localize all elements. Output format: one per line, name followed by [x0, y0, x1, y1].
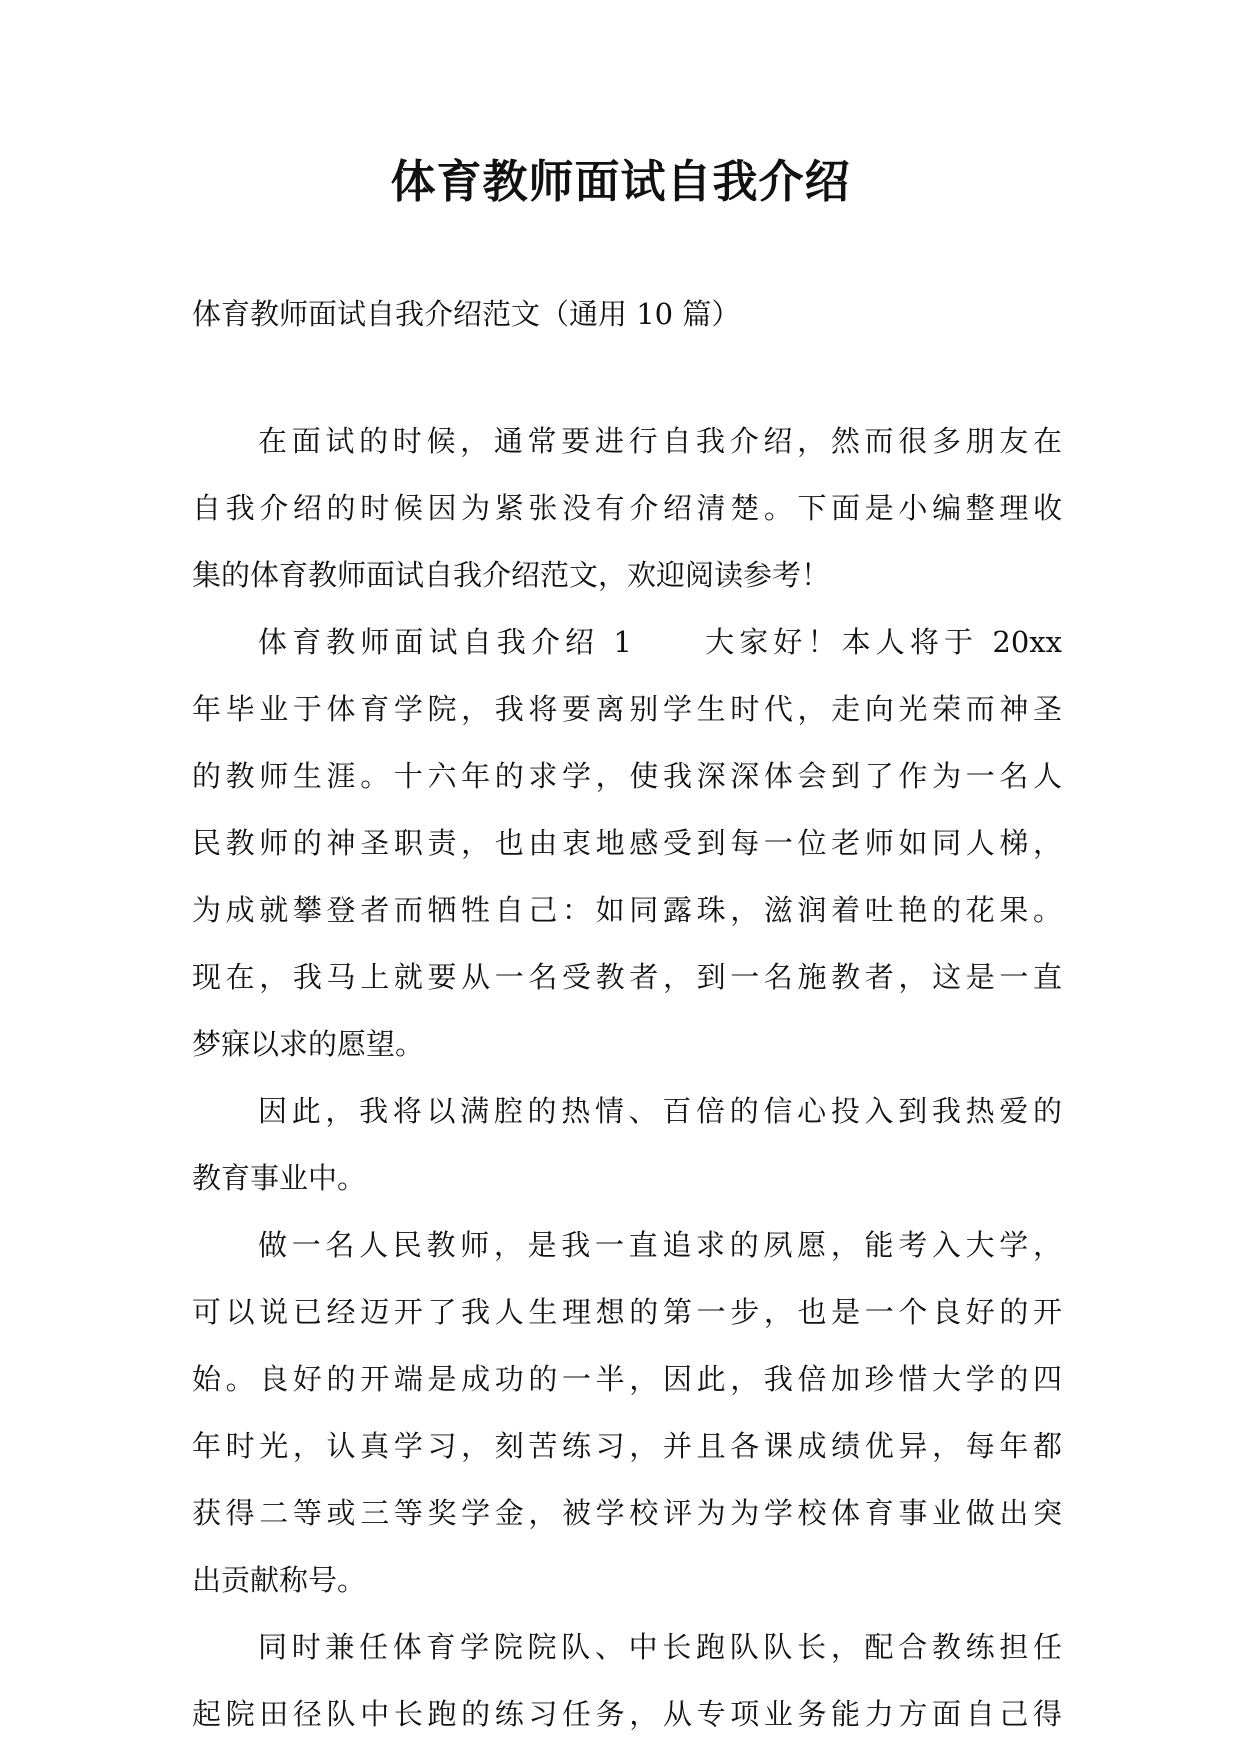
body-line: 梦寐以求的愿望。	[192, 1027, 425, 1061]
body-text	[192, 408, 1062, 1748]
body-line: 年毕业于体育学院，我将要离别学生时代，走向光荣而神圣	[192, 692, 1062, 726]
page-title: 体育教师面试自我介绍	[390, 155, 851, 208]
body-line: 获得二等或三等奖学金，被学校评为为学校体育事业做出突	[192, 1496, 1062, 1530]
body-line: 自我介绍的时候因为紧张没有介绍清楚。下面是小编整理收	[192, 491, 1062, 525]
body-line: 起院田径队中长跑的练习任务，从专项业务能力方面自己得	[192, 1697, 1062, 1731]
body-line: 可以说已经迈开了我人生理想的第一步，也是一个良好的开	[192, 1295, 1062, 1329]
body-line: 年时光，认真学习，刻苦练习，并且各课成绩优异，每年都	[192, 1429, 1062, 1463]
body-line: 体育教师面试自我介绍 1 大家好！本人将于 20xx	[258, 625, 1062, 659]
body-line: 民教师的神圣职责，也由衷地感受到每一位老师如同人梯，	[192, 826, 1062, 860]
body-line: 的教师生涯。十六年的求学，使我深深体会到了作为一名人	[192, 759, 1062, 793]
body-line: 做一名人民教师，是我一直追求的夙愿，能考入大学，	[258, 1228, 1062, 1262]
body-line: 现在，我马上就要从一名受教者，到一名施教者，这是一直	[192, 960, 1062, 994]
body-line: 教育事业中。	[192, 1161, 367, 1195]
body-line: 集的体育教师面试自我介绍范文，欢迎阅读参考！	[192, 558, 831, 592]
body-line: 为成就攀登者而牺牲自己：如同露珠，滋润着吐艳的花果。	[192, 893, 1062, 927]
body-line: 同时兼任体育学院院队、中长跑队队长，配合教练担任	[258, 1630, 1062, 1664]
body-line: 出贡献称号。	[192, 1563, 367, 1597]
document-subtitle: 体育教师面试自我介绍范文（通用 10 篇）	[192, 297, 741, 331]
body-line: 因此，我将以满腔的热情、百倍的信心投入到我热爱的	[258, 1094, 1062, 1128]
body-line: 始。良好的开端是成功的一半，因此，我倍加珍惜大学的四	[192, 1362, 1062, 1396]
body-line: 在面试的时候，通常要进行自我介绍，然而很多朋友在	[258, 424, 1062, 458]
